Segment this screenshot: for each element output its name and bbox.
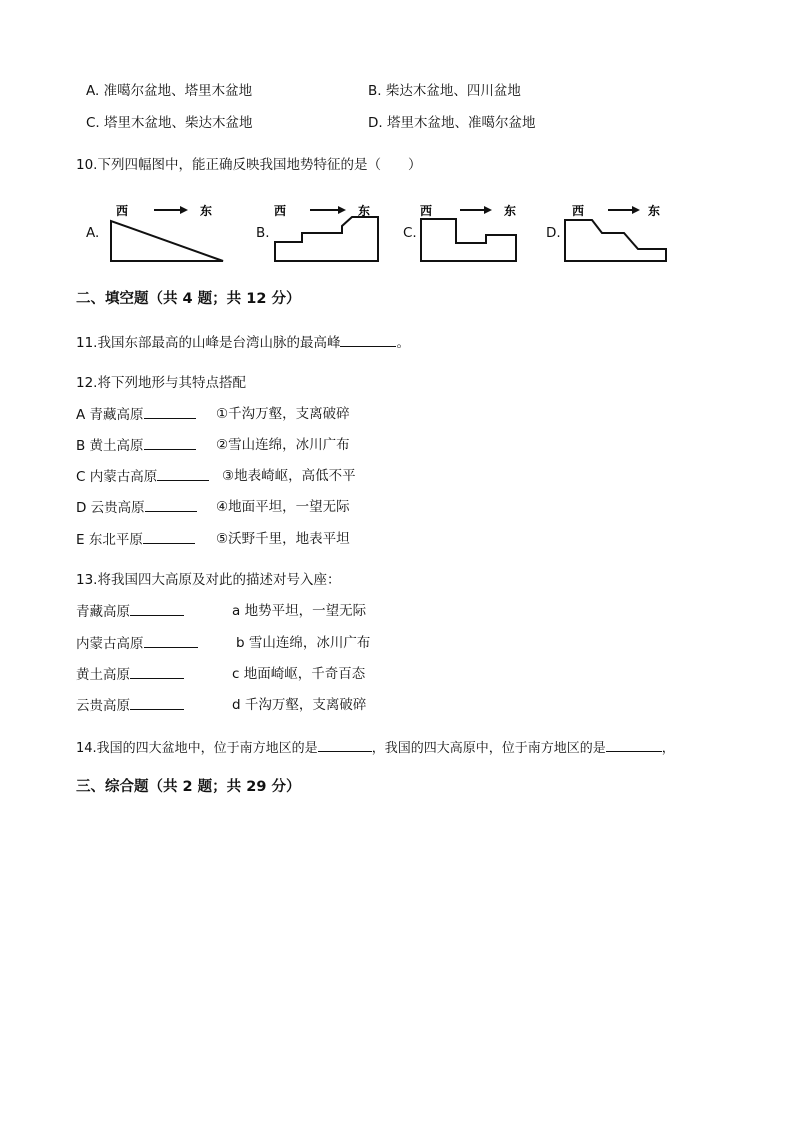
q11-text: 11.我国东部最高的山峰是台湾山脉的最高峰 xyxy=(76,335,341,351)
q12-row-1 xyxy=(76,405,196,424)
q10-fig-b-label: B. xyxy=(256,225,270,241)
q12-row-3 xyxy=(76,467,209,486)
q12-row-right: ④地面平坦，一望无际 xyxy=(216,499,350,515)
q12-blank-1[interactable] xyxy=(144,405,196,419)
q12-row-4 xyxy=(76,498,197,517)
q14-end: ， xyxy=(661,741,675,756)
section2-title: 二、填空题（共 4 题；共 12 分） xyxy=(76,291,301,307)
q10-figure-b xyxy=(272,200,384,264)
q13-row-left: 云贵高原 xyxy=(76,698,130,714)
q13-row-left: 内蒙古高原 xyxy=(76,636,144,652)
east-label: 东 xyxy=(648,204,661,218)
q10-fig-c-label: C. xyxy=(403,225,417,241)
q12-row-left: B 黄土高原 xyxy=(76,438,144,454)
q14-blank-2[interactable] xyxy=(606,738,662,752)
q12-row-left: E 东北平原 xyxy=(76,532,143,548)
q12-row-left: A 青藏高原 xyxy=(76,407,144,423)
terrain-profile-d xyxy=(565,220,666,261)
q12-blank-5[interactable] xyxy=(143,530,195,544)
q12-blank-4[interactable] xyxy=(145,498,197,512)
q13-row-right: c 地面崎岖，千奇百态 xyxy=(232,666,366,682)
q13-blank-1[interactable] xyxy=(130,602,184,616)
q10-figure-c xyxy=(418,200,522,264)
q10-fig-a-label: A. xyxy=(86,225,100,241)
q11-end: 。 xyxy=(396,335,410,351)
q13-row-right: d 千沟万壑，支离破碎 xyxy=(232,697,367,713)
q13-blank-2[interactable] xyxy=(144,634,198,648)
q13-row-left: 黄土高原 xyxy=(76,667,130,683)
q12-row-left: C 内蒙古高原 xyxy=(76,469,158,485)
west-label: 西 xyxy=(274,204,287,218)
west-label: 西 xyxy=(572,204,585,218)
section3-title: 三、综合题（共 2 题；共 29 分） xyxy=(76,779,301,795)
q12-row-right: ⑤沃野千里，地表平坦 xyxy=(216,531,350,547)
q13-row-1 xyxy=(76,602,184,621)
q10-figure-d xyxy=(562,200,672,264)
q13-row-3 xyxy=(76,665,184,684)
east-label: 东 xyxy=(200,204,213,218)
q12-row-right: ③地表崎岖，高低不平 xyxy=(222,468,356,484)
terrain-profile-c xyxy=(421,219,516,261)
q12-row-2 xyxy=(76,436,196,455)
q11 xyxy=(76,333,410,352)
q11-blank[interactable] xyxy=(340,333,396,347)
q12-row-right: ①千沟万壑，支离破碎 xyxy=(216,406,350,422)
q13-blank-3[interactable] xyxy=(130,665,184,679)
q13-row-right: a 地势平坦，一望无际 xyxy=(232,603,367,619)
terrain-profile-a xyxy=(111,221,223,261)
q9-option-a: A. 准噶尔盆地、塔里木盆地 xyxy=(86,83,253,99)
q13-stem: 13.将我国四大高原及对此的描述对号入座： xyxy=(76,572,341,588)
west-label: 西 xyxy=(116,204,129,218)
q12-blank-3[interactable] xyxy=(157,467,209,481)
q10-fig-d-label: D. xyxy=(546,225,561,241)
q9-option-c: C. 塔里木盆地、柴达木盆地 xyxy=(86,115,253,131)
q14-blank-1[interactable] xyxy=(318,738,372,752)
q12-row-right: ②雪山连绵，冰川广布 xyxy=(216,437,350,453)
q13-blank-4[interactable] xyxy=(130,696,184,710)
q13-row-right: b 雪山连绵，冰川广布 xyxy=(236,635,371,651)
q14 xyxy=(76,738,675,758)
q10-stem: 10.下列四幅图中，能正确反映我国地势特征的是（ ） xyxy=(76,157,422,173)
q12-blank-2[interactable] xyxy=(144,436,196,450)
q9-option-d: D. 塔里木盆地、准噶尔盆地 xyxy=(368,115,536,131)
q13-row-left: 青藏高原 xyxy=(76,604,130,620)
q9-option-b: B. 柴达木盆地、四川盆地 xyxy=(368,83,521,99)
q12-row-left: D 云贵高原 xyxy=(76,500,145,516)
west-label: 西 xyxy=(420,204,433,218)
east-label: 东 xyxy=(358,204,371,218)
q12-row-5 xyxy=(76,530,195,549)
q14-part1: 14.我国的四大盆地中，位于南方地区的是 xyxy=(76,741,318,756)
east-label: 东 xyxy=(504,204,517,218)
q10-figure-a xyxy=(108,200,228,264)
q13-row-4 xyxy=(76,696,184,715)
q12-stem: 12.将下列地形与其特点搭配 xyxy=(76,375,246,391)
q13-row-2 xyxy=(76,634,198,653)
terrain-profile-b xyxy=(275,217,378,261)
q14-part2: ，我国的四大高原中，位于南方地区的是 xyxy=(371,741,606,756)
